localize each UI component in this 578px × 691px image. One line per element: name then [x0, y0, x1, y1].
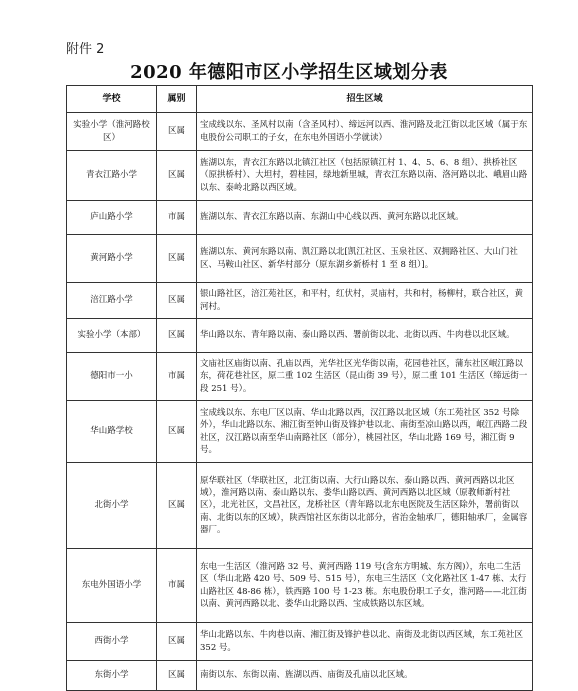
area-cell: 宝成线以东、圣风村以南（含圣风村）、缔远河以西、淮河路及北江街以北区域（属于东电股份公司职工的子女，在东电外国语小学就读）: [197, 113, 533, 151]
table-row: [67, 353, 533, 401]
table-row: [67, 463, 533, 549]
header-type: 属别: [157, 86, 197, 113]
type-cell: 区属: [157, 235, 197, 283]
type-cell: 区属: [157, 401, 197, 463]
table-row: [67, 661, 533, 691]
type-cell: 区属: [157, 151, 197, 201]
school-cell: 德阳市一小: [67, 353, 157, 401]
area-cell: 原华联社区（华联社区，北江街以南、大行山路以东、泰山路以西、黄河西路以北区域），淮河路以南、泰山路以东、娄华山路以西、黄河西路以北区域（原教师新村社区），北光社区，文昌社区，龙桥社区（青年路以北东电医院及生活区除外，署前街以南、北街以东的区域），陕西馆社区东街以北部分，省治金轴承厂，德阳轴承厂，金属容器厂。: [197, 463, 533, 549]
school-cell: 实验小学（本部）: [67, 319, 157, 353]
school-cell: 涪江路小学: [67, 283, 157, 319]
school-cell: 东电外国语小学: [67, 549, 157, 623]
type-cell: 区属: [157, 113, 197, 151]
table-row: [67, 401, 533, 463]
school-cell: 东街小学: [67, 661, 157, 691]
type-cell: 区属: [157, 319, 197, 353]
table-row: [67, 623, 533, 661]
area-cell: 南街以东、东街以南、旌湖以西、庙街及孔庙以北区域。: [197, 661, 533, 691]
table-row: [67, 235, 533, 283]
area-cell: 旌湖以东、青衣江东路以南、东湖山中心线以西、黄河东路以北区域。: [197, 201, 533, 235]
school-cell: 庐山路小学: [67, 201, 157, 235]
area-cell: 文庙社区庙街以南、孔庙以西，光华社区光华街以南，花园巷社区，蒲东社区岷江路以东，荷花巷社区，原二重 102 生活区（昆山街 39 号），原二重 101 生活区（缔远街一段 251 号）。: [197, 353, 533, 401]
type-cell: 市属: [157, 353, 197, 401]
table-row: [67, 283, 533, 319]
table-row: [67, 201, 533, 235]
header-area: 招生区域: [197, 86, 533, 113]
table-row: [67, 319, 533, 353]
school-cell: 西街小学: [67, 623, 157, 661]
area-cell: 华山路以东、青年路以南、泰山路以西、署前街以北、北街以西、牛肉巷以北区域。: [197, 319, 533, 353]
page-title: 2020 年德阳市区小学招生区域划分表: [130, 62, 448, 83]
type-cell: 区属: [157, 661, 197, 691]
header-school: 学校: [67, 86, 157, 113]
type-cell: 市属: [157, 549, 197, 623]
table-row: [67, 113, 533, 151]
enrollment-table: [66, 85, 533, 691]
type-cell: 区属: [157, 283, 197, 319]
table-row: [67, 151, 533, 201]
attachment-label: 附件 2: [66, 42, 105, 57]
school-cell: 北街小学: [67, 463, 157, 549]
area-cell: 宝成线以东、东电厂区以南、华山北路以西，汉江路以北区域（东工苑社区 352 号除外），华山北路以东、湘江街至钟山街及锋护巷以北、南街至凉山路以西，岷江西路二段社区，汉江路以南至华山南路社区（部分），桃园社区，华山北路 169 号，湘江街 9 号。: [197, 401, 533, 463]
area-cell: 旌湖以东，青衣江东路以北镇江社区（包括原镇江村 1、4、5、6、8 组）、拱桥社区（原拱桥村）、大坦村，碧桂园，绿地新里城，青衣江东路以南、洛河路以北、峨眉山路以东、泰岭北路以西区域。: [197, 151, 533, 201]
table-row: [67, 549, 533, 623]
type-cell: 市属: [157, 201, 197, 235]
school-cell: 实验小学（淮河路校区）: [67, 113, 157, 151]
school-cell: 青衣江路小学: [67, 151, 157, 201]
school-cell: 黄河路小学: [67, 235, 157, 283]
type-cell: 区属: [157, 623, 197, 661]
area-cell: 东电一生活区（淮河路 32 号、黄河西路 119 号(含东方明城、东方阁)），东电二生活区（华山北路 420 号、509 号、515 号），东电三生活区（文化路社区 1-47 栋、太行山路社区 48-86 栋），铁西路 100 号 1-23 栋。东电股份职工子女，淮河路——北江街以南、黄河西路以北、娄华山北路以西、宝成铁路以东区域。: [197, 549, 533, 623]
type-cell: 区属: [157, 463, 197, 549]
area-cell: 银山路社区，涪江苑社区，和平村，红伏村，灵庙村，共和村，杨柳村，联合社区，黄河村。: [197, 283, 533, 319]
table-header-row: [67, 86, 533, 113]
area-cell: 旌湖以东、黄河东路以南、凯江路以北[凯江社区、玉泉社区、双拥路社区、大山门社区、马鞍山社区、新华村部分（原东湖乡新桥村 1 至 8 组）]。: [197, 235, 533, 283]
school-cell: 华山路学校: [67, 401, 157, 463]
area-cell: 华山北路以东、牛肉巷以南、湘江街及锋护巷以北、南街及北街以西区域，东工苑社区 352 号。: [197, 623, 533, 661]
